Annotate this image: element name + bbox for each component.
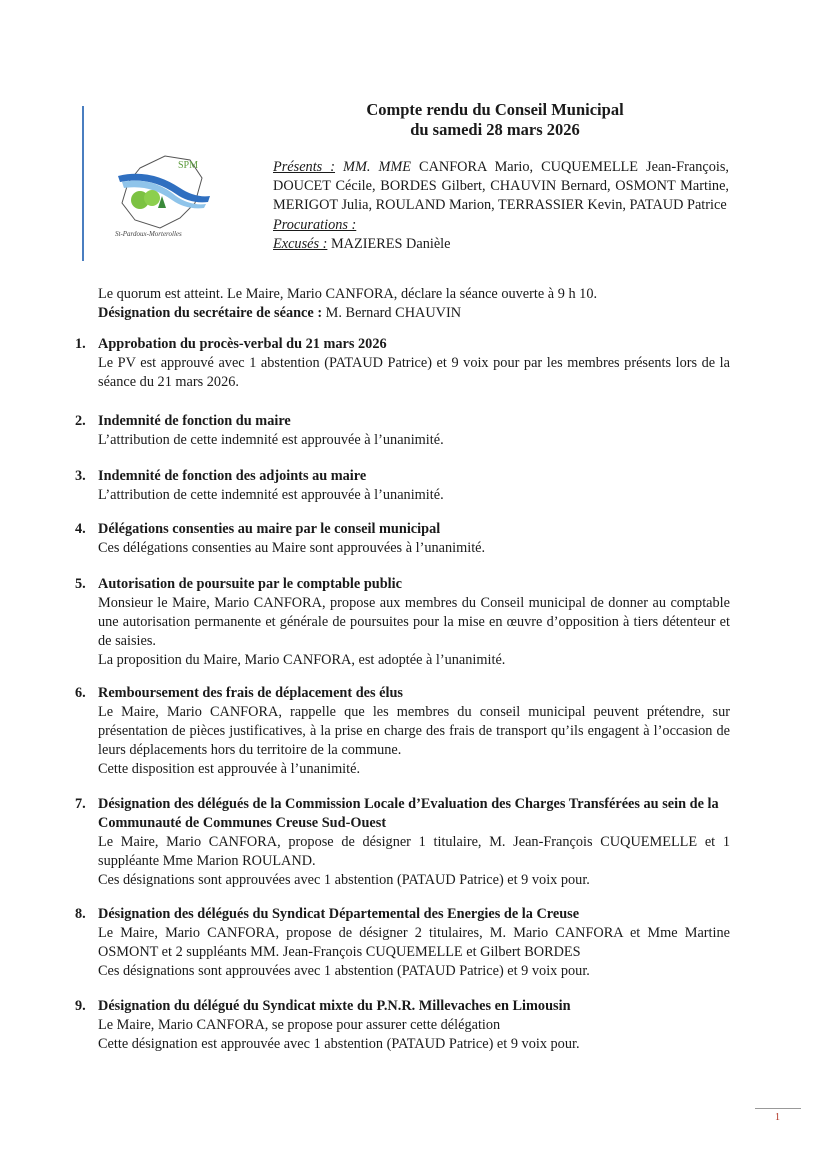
item-number: 5. — [75, 576, 86, 592]
title-line-2: du samedi 28 mars 2026 — [410, 120, 580, 139]
item-title: Approbation du procès-verbal du 21 mars 2026 — [98, 336, 387, 352]
item-title: Autorisation de poursuite par le comptable public — [98, 576, 402, 592]
margin-accent-line — [82, 106, 84, 261]
item-number: 3. — [75, 468, 86, 484]
secretary-line — [98, 304, 738, 323]
attendance-block — [273, 158, 729, 254]
item-number: 8. — [75, 906, 86, 922]
item-number: 6. — [75, 685, 86, 701]
item-paragraph: Le PV est approuvé avec 1 abstention (PATAUD Patrice) et 9 voix pour par les membres présents lors de la séance du 21 mars 2026. — [98, 355, 730, 390]
item-paragraph: Le Maire, Mario CANFORA, rappelle que les membres du conseil municipal peuvent prétendre, sur présentation de pièces justificatives, à la prise en charge des frais de transport qu’ils engagent à l’occasion de leurs déplacements hors du territoire de la commune. — [98, 704, 730, 758]
present-prefix: MM. MME — [343, 159, 412, 175]
footer-rule — [755, 1108, 801, 1109]
agenda-item — [75, 335, 730, 392]
item-title: Indemnité de fonction du maire — [98, 413, 291, 429]
item-title: Délégations consenties au maire par le conseil municipal — [98, 521, 441, 537]
present-label: Présents : — [273, 159, 336, 175]
item-number: 9. — [75, 998, 86, 1014]
item-paragraph: L’attribution de cette indemnité est approuvée à l’unanimité. — [98, 487, 444, 503]
item-body — [98, 795, 730, 890]
item-paragraph: Ces désignations sont approuvées avec 1 abstention (PATAUD Patrice) et 9 voix pour. — [98, 872, 590, 888]
item-number: 2. — [75, 413, 86, 429]
item-paragraph: Le Maire, Mario CANFORA, propose de désigner 2 titulaires, M. Mario CANFORA et Mme Martine OSMONT et 2 suppléants MM. Jean-François CUQUEMELLE et Gilbert BORDES — [98, 925, 730, 960]
item-number: 7. — [75, 796, 86, 812]
item-title: Désignation des délégués de la Commission Locale d’Evaluation des Charges Transférées au sein de la Communauté de Communes Creuse Sud-Ouest — [98, 796, 719, 831]
quorum-text: Le quorum est atteint. Le Maire, Mario CANFORA, déclare la séance ouverte à 9 h 10. — [98, 286, 598, 302]
proxies-label: Procurations : — [273, 216, 357, 233]
agenda-item — [75, 575, 730, 670]
item-paragraph: Le Maire, Mario CANFORA, se propose pour assurer cette délégation — [98, 1017, 501, 1033]
svg-text:St-Pardoux-Morterolles: St-Pardoux-Morterolles — [115, 230, 182, 238]
item-body — [98, 905, 730, 981]
agenda-item — [75, 684, 730, 779]
svg-text:SPM: SPM — [178, 160, 199, 171]
item-paragraph: Ces désignations sont approuvées avec 1 abstention (PATAUD Patrice) et 9 voix pour. — [98, 963, 590, 979]
item-paragraph: Cette désignation est approuvée avec 1 abstention (PATAUD Patrice) et 9 voix pour. — [98, 1036, 580, 1052]
item-title: Remboursement des frais de déplacement des élus — [98, 685, 403, 701]
excused-line — [273, 235, 729, 254]
present-names: CANFORA Mario, CUQUEMELLE Jean-François, DOUCET Cécile, BORDES Gilbert, CHAUVIN Bernard, OSMONT Martine, MERIGOT Julia, ROULAND Marion, TERRASSIER Kevin, PATAUD Patrice — [273, 159, 730, 214]
item-paragraph: La proposition du Maire, Mario CANFORA, est adoptée à l’unanimité. — [98, 652, 506, 668]
agenda-item — [75, 412, 730, 450]
item-body — [98, 575, 730, 670]
agenda-item — [75, 467, 730, 505]
item-paragraph: Le Maire, Mario CANFORA, propose de désigner 1 titulaire, M. Jean-François CUQUEMELLE et 1 suppléante Mme Marion ROULAND. — [98, 834, 730, 869]
item-body — [98, 467, 730, 505]
item-paragraph: Cette disposition est approuvée à l’unanimité. — [98, 761, 361, 777]
item-number: 4. — [75, 521, 86, 537]
item-body — [98, 412, 730, 450]
item-number: 1. — [75, 336, 86, 352]
agenda-item — [75, 997, 730, 1054]
item-body — [98, 997, 730, 1054]
item-body — [98, 335, 730, 392]
secretary-label: Désignation du secrétaire de séance : — [98, 305, 323, 321]
item-title: Désignation des délégués du Syndicat Départemental des Energies de la Creuse — [98, 906, 580, 922]
present-list — [273, 158, 729, 216]
agenda-item — [75, 520, 730, 558]
item-body — [98, 520, 730, 558]
page-number: 1 — [775, 1112, 780, 1123]
agenda-item — [75, 905, 730, 981]
item-title: Indemnité de fonction des adjoints au maire — [98, 468, 367, 484]
item-paragraph: L’attribution de cette indemnité est approuvée à l’unanimité. — [98, 432, 444, 448]
item-body — [98, 684, 730, 779]
agenda-item — [75, 795, 730, 890]
item-paragraph: Ces délégations consenties au Maire sont approuvées à l’unanimité. — [98, 540, 486, 556]
secretary-name: M. Bernard CHAUVIN — [325, 305, 462, 321]
excused-names: MAZIERES Danièle — [330, 235, 451, 252]
item-paragraph: Monsieur le Maire, Mario CANFORA, propose aux membres du Conseil municipal de donner au comptable une autorisation permanente et générale de poursuites pour la mise en œuvre d’opposition à tiers détenteur et de saisies. — [98, 595, 730, 649]
excused-label: Excusés : — [273, 235, 328, 252]
intro-block — [98, 285, 738, 323]
title-line-1: Compte rendu du Conseil Municipal — [366, 100, 624, 119]
proxies-line — [273, 216, 729, 235]
municipality-logo — [110, 148, 220, 240]
page-title — [260, 100, 730, 140]
item-title: Désignation du délégué du Syndicat mixte du P.N.R. Millevaches en Limousin — [98, 998, 571, 1014]
